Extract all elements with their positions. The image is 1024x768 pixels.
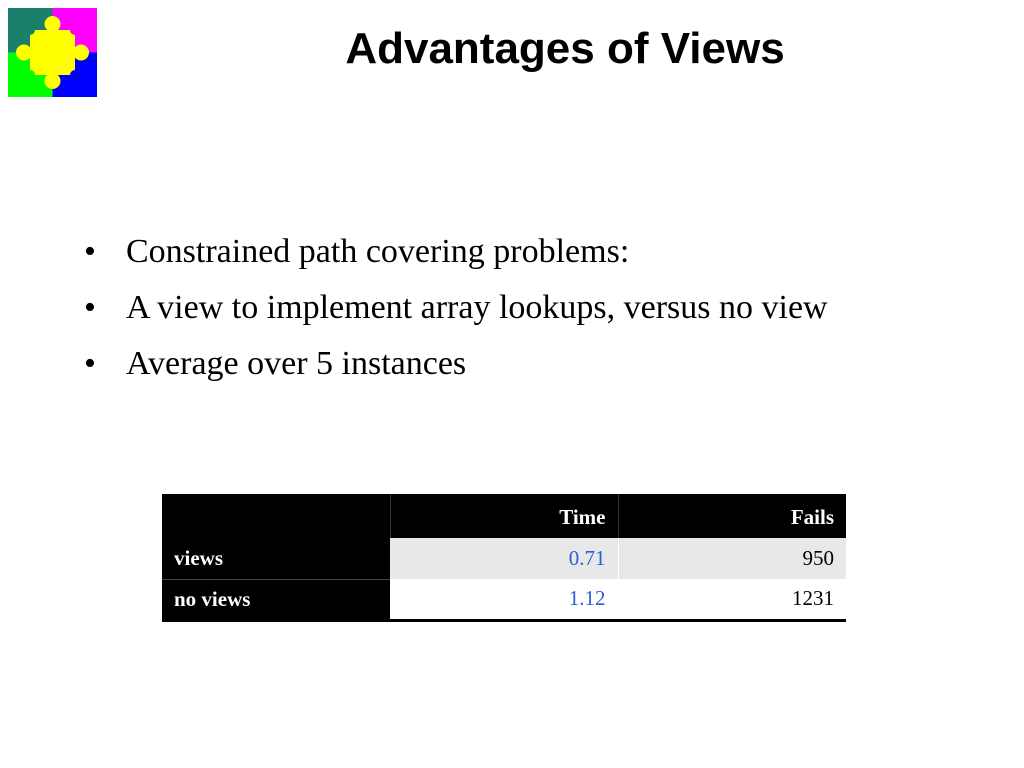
bullet-text: A view to implement array lookups, versus no view [126, 289, 828, 326]
results-table [162, 494, 846, 622]
bullet-item [84, 284, 904, 331]
bullet-symbol: • [84, 233, 96, 270]
bullet-text: Constrained path covering problems: [126, 233, 630, 270]
bullet-item [84, 228, 904, 275]
puzzle-logo-icon [8, 8, 97, 97]
table-header-row [162, 494, 846, 538]
bullet-symbol: • [84, 345, 96, 382]
row-label: views [162, 538, 390, 579]
header-corner-cell [162, 494, 390, 538]
table-row [162, 579, 846, 620]
time-cell: 1.12 [390, 579, 618, 620]
time-cell: 0.71 [390, 538, 618, 579]
fails-cell: 950 [618, 538, 846, 579]
fails-cell: 1231 [618, 579, 846, 620]
row-label: no views [162, 579, 390, 620]
bullet-item [84, 340, 904, 387]
header-time: Time [390, 494, 618, 538]
bullet-text: Average over 5 instances [126, 345, 467, 382]
bullet-list [84, 228, 904, 396]
table-row [162, 538, 846, 579]
bullet-symbol: • [84, 289, 96, 326]
slide-title: Advantages of Views [345, 24, 785, 73]
header-fails: Fails [618, 494, 846, 538]
